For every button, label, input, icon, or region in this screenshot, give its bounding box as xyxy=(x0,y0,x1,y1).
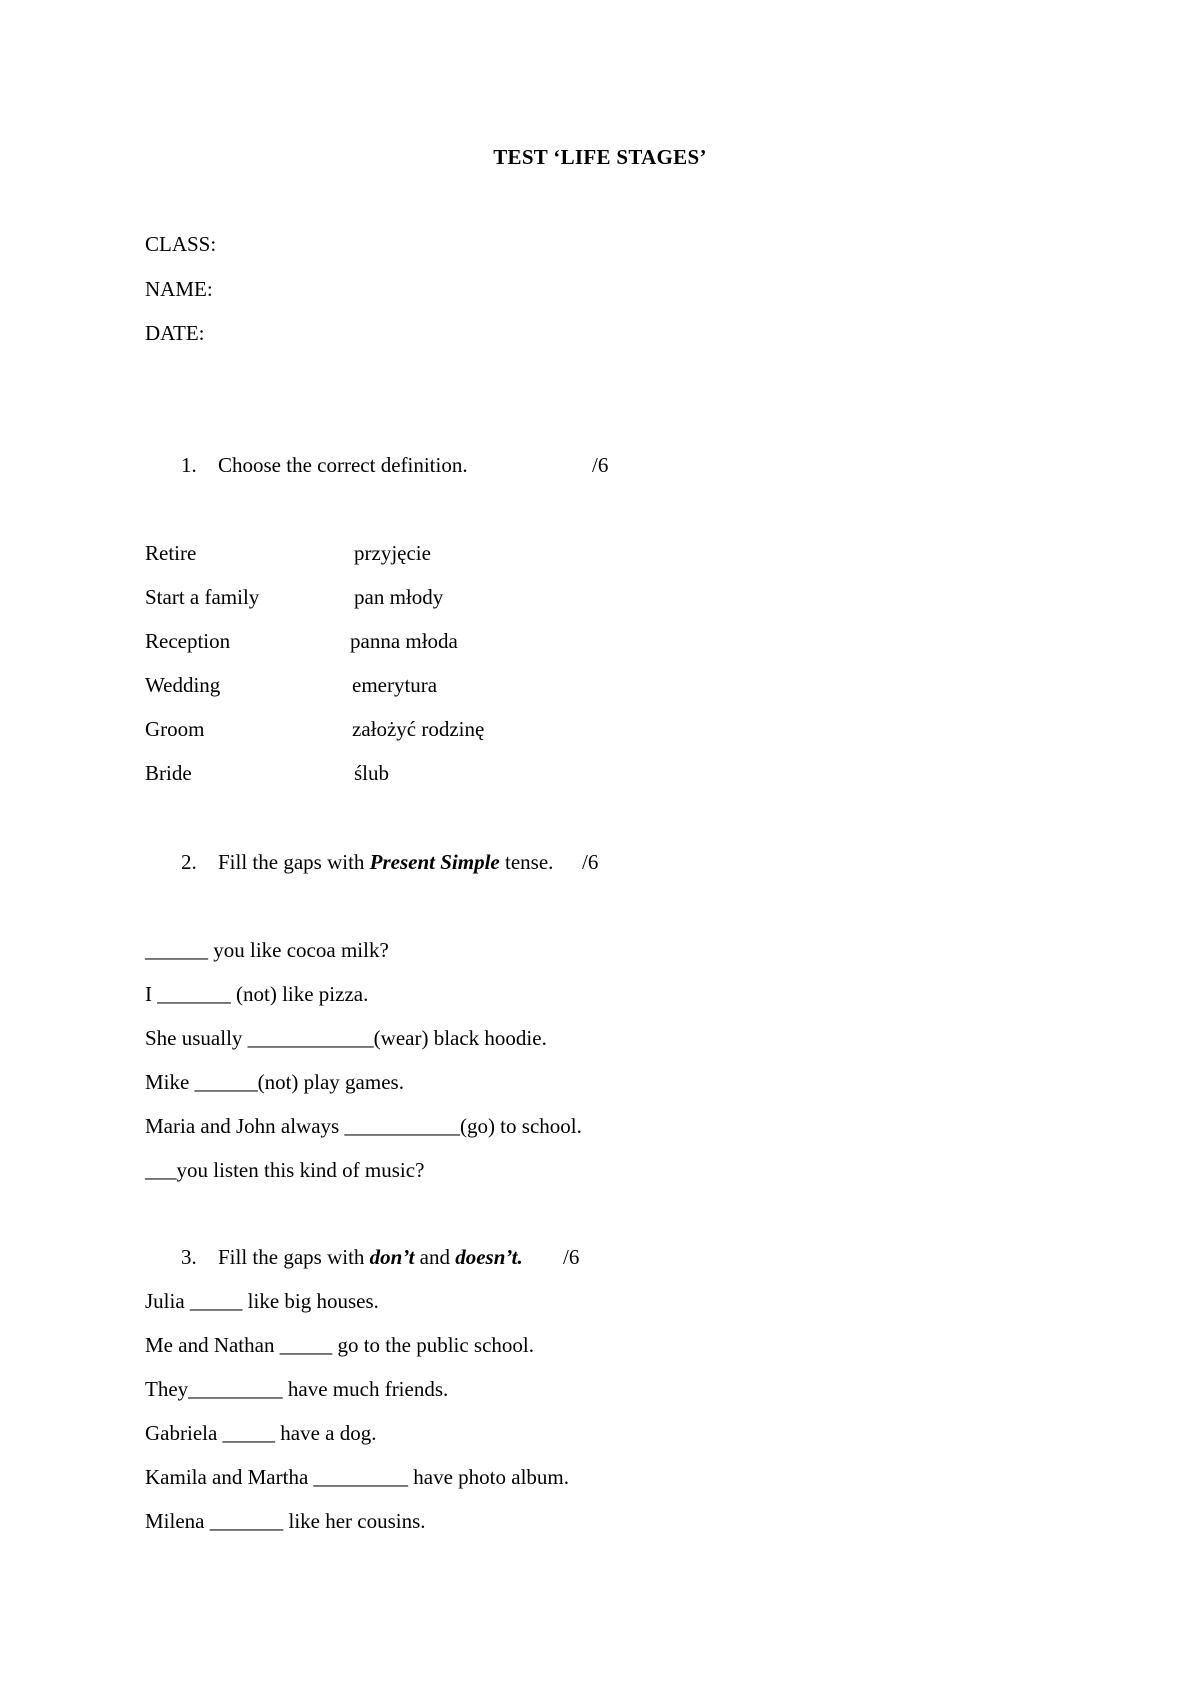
definition-item: ślub xyxy=(354,761,390,785)
date-label: DATE: xyxy=(145,321,205,345)
section-1-instruction: Choose the correct definition. xyxy=(218,453,468,477)
exercise-item: Maria and John always ___________(go) to school. xyxy=(145,1114,582,1138)
term-item: Bride xyxy=(145,761,192,785)
exercise-item: I _______ (not) like pizza. xyxy=(145,982,369,1006)
definition-item: przyjęcie xyxy=(354,541,431,565)
section-2-number: 2. xyxy=(181,850,197,874)
term-item: Groom xyxy=(145,717,205,741)
exercise-item: Mike ______(not) play games. xyxy=(145,1070,404,1094)
page-title: TEST ‘LIFE STAGES’ xyxy=(493,145,707,169)
definition-item: panna młoda xyxy=(350,629,458,653)
definition-item: pan młody xyxy=(354,585,444,609)
name-label: NAME: xyxy=(145,277,213,301)
instruction-text: Fill the gaps with xyxy=(218,850,370,874)
exercise-item: Milena _______ like her cousins. xyxy=(145,1509,426,1533)
exercise-item: ___you listen this kind of music? xyxy=(145,1158,425,1182)
exercise-item: Gabriela _____ have a dog. xyxy=(145,1421,377,1445)
section-3-instruction xyxy=(218,1247,523,1268)
exercise-item: Me and Nathan _____ go to the public school. xyxy=(145,1333,535,1357)
instruction-emphasis: Present Simple xyxy=(369,850,500,874)
definition-item: założyć rodzinę xyxy=(352,717,485,741)
exercise-item: Kamila and Martha _________ have photo album. xyxy=(145,1465,569,1489)
section-3-score: /6 xyxy=(563,1245,580,1269)
section-1-number: 1. xyxy=(181,453,197,477)
section-2-score: /6 xyxy=(582,850,599,874)
exercise-item: ______ you like cocoa milk? xyxy=(145,938,389,962)
instruction-emphasis: doesn’t. xyxy=(455,1245,523,1269)
term-item: Reception xyxy=(145,629,231,653)
definition-item: emerytura xyxy=(352,673,438,697)
section-3-number: 3. xyxy=(181,1245,197,1269)
exercise-item: She usually ____________(wear) black hoodie. xyxy=(145,1026,547,1050)
section-2-instruction xyxy=(218,852,553,873)
instruction-text: Fill the gaps with xyxy=(218,1245,370,1269)
exercise-item: They_________ have much friends. xyxy=(145,1377,449,1401)
class-label: CLASS: xyxy=(145,232,217,256)
instruction-emphasis: don’t xyxy=(369,1245,415,1269)
exercise-item: Julia _____ like big houses. xyxy=(145,1289,379,1313)
term-item: Wedding xyxy=(145,673,221,697)
instruction-text: and xyxy=(414,1245,456,1269)
instruction-text: tense. xyxy=(499,850,554,874)
term-item: Start a family xyxy=(145,585,260,609)
section-1-score: /6 xyxy=(592,453,609,477)
term-item: Retire xyxy=(145,541,197,565)
